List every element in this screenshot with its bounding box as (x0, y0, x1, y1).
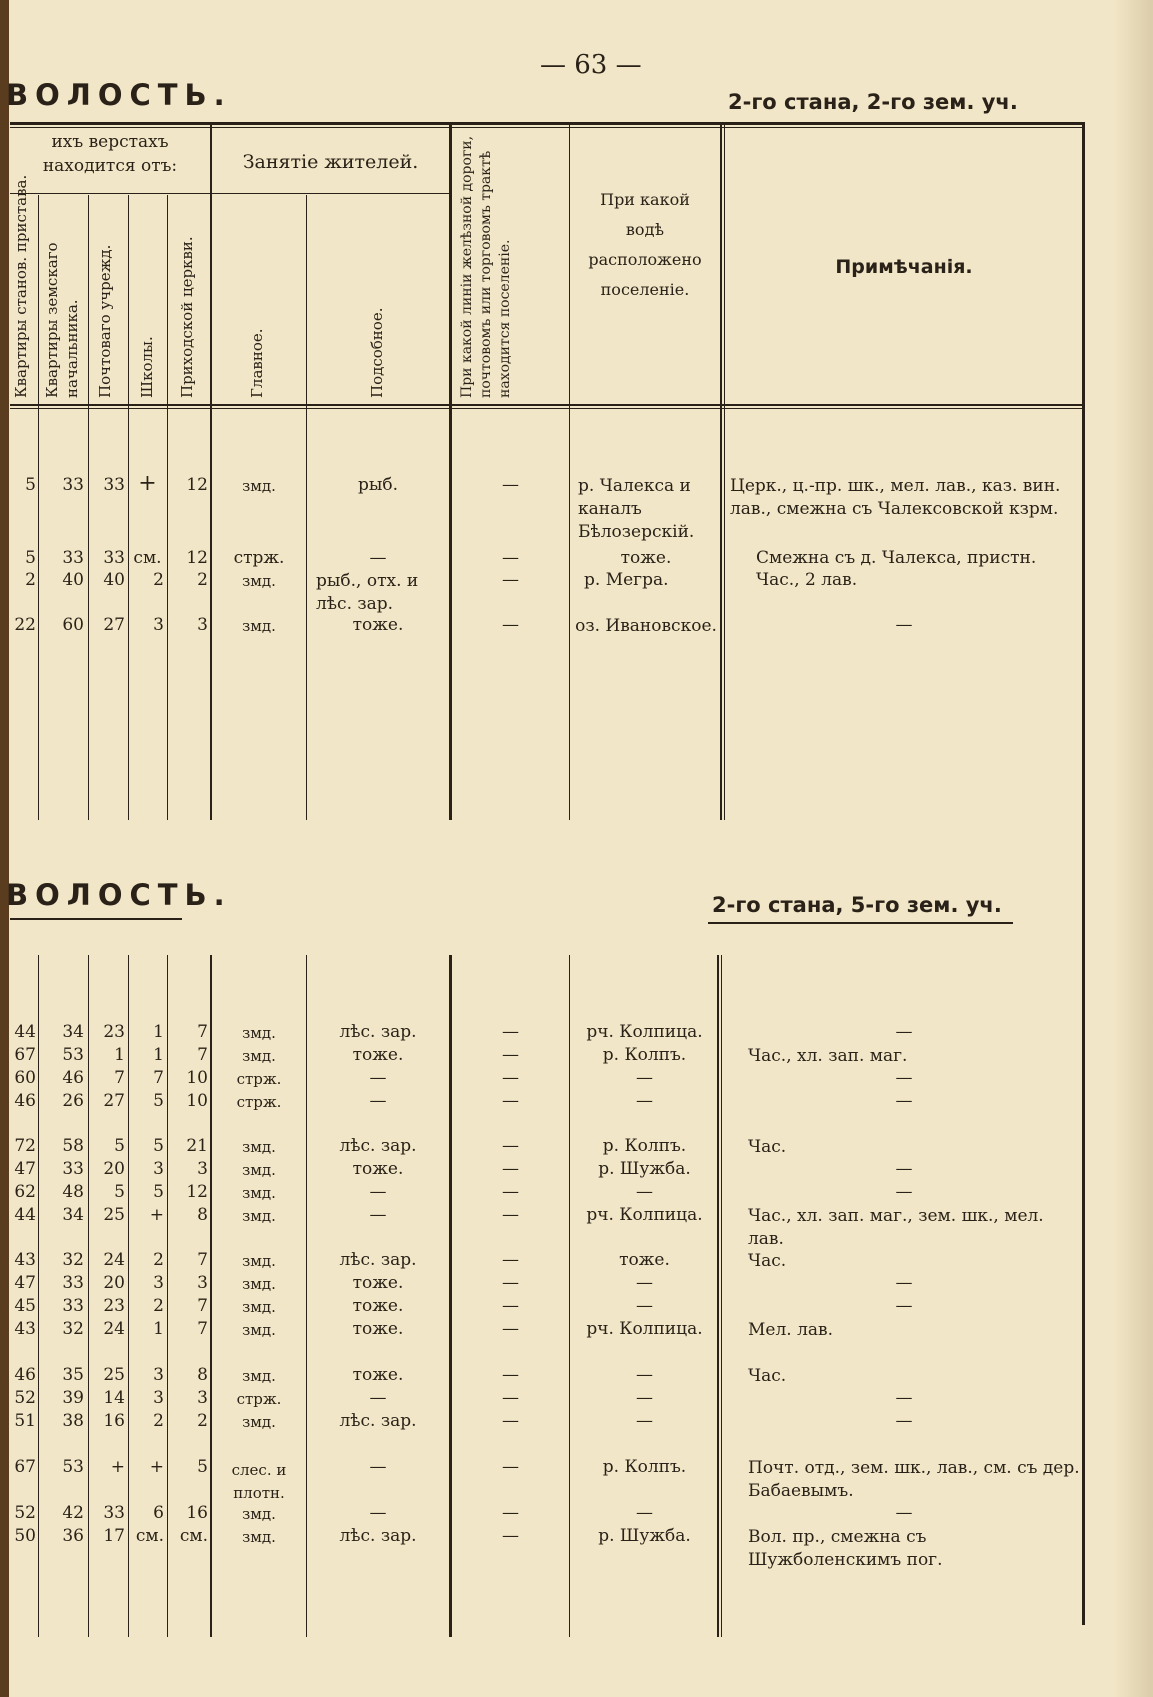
table-cell: р. Колпъ. (602, 1045, 687, 1065)
table-cell: р. Шужба. (598, 1526, 691, 1546)
table-cell: — (636, 1068, 653, 1088)
table-cell: 14 (103, 1388, 125, 1408)
table-cell: — (895, 1296, 913, 1316)
table-cell: рч. Колпица. (586, 1319, 703, 1339)
table-cell: лѣс. зар. (339, 1022, 417, 1042)
table-cell: 53 (62, 1045, 84, 1065)
table-cell: 32 (62, 1319, 84, 1339)
table-cell: — (895, 1022, 913, 1042)
table-cell: змд. (242, 1298, 276, 1316)
table-cell: 46 (14, 1091, 36, 1111)
table-cell: 26 (62, 1091, 84, 1111)
table-cell: 8 (197, 1365, 208, 1385)
table-cell: 7 (153, 1068, 164, 1088)
table-cell: лѣс. зар. (339, 1136, 417, 1156)
table-cell: — (895, 615, 913, 635)
table-cell: 52 (14, 1388, 36, 1408)
table-cell: стрж. (236, 1390, 282, 1408)
col-sep-8 (569, 125, 570, 820)
book-spine-edge (0, 0, 9, 1697)
col-sep-3 (128, 195, 129, 820)
table-cell: р. Шужба. (598, 1159, 691, 1179)
volost-underline (10, 918, 182, 920)
table-cell: — (895, 1068, 913, 1088)
table-cell: 5 (25, 475, 36, 495)
table-cell: змд. (242, 1161, 276, 1179)
table-cell: 43 (14, 1250, 36, 1270)
header-distance-group: ихъ верстахъ находится отъ: (42, 132, 178, 176)
table-cell: 1 (153, 1319, 164, 1339)
table-cell: Почт. отд., зем. шк., лав., см. съ дер. Бабаевымъ. (748, 1458, 1080, 1501)
table-cell: — (369, 1205, 387, 1225)
col2-sep-9 (717, 955, 719, 1637)
table-cell: Час., хл. зап. маг. (748, 1046, 908, 1066)
header-col-road: При какой линіи желѣзной дороги, почтовомъ или торговомъ трактѣ находится поселеніе. (459, 135, 513, 398)
table-cell: змд. (242, 1413, 276, 1431)
table-cell: змд. (242, 1252, 276, 1270)
table-cell: 33 (62, 1159, 84, 1179)
header-col-main: Главное. (248, 328, 266, 398)
table-cell: змд. (242, 1528, 276, 1546)
table-cell: 7 (197, 1319, 208, 1339)
header-bottom-rule (10, 404, 1085, 406)
table-cell: — (502, 1526, 519, 1546)
table-cell: 12 (186, 475, 208, 495)
table-cell: 33 (62, 1296, 84, 1316)
col2-sep-9b (721, 955, 722, 1637)
table-cell: 7 (197, 1296, 208, 1316)
table-cell: 7 (114, 1068, 125, 1088)
table-cell: — (502, 615, 519, 635)
table-cell: — (895, 1182, 913, 1202)
table-cell: 53 (62, 1457, 84, 1477)
table-cell: змд. (242, 572, 276, 590)
table-cell: 7 (197, 1250, 208, 1270)
col-sep-5 (210, 125, 212, 820)
table-cell: 40 (103, 570, 125, 590)
table-cell: — (502, 570, 519, 590)
table-cell: стрж. (236, 1070, 282, 1088)
table-cell: — (502, 1388, 519, 1408)
table-cell: 50 (14, 1526, 36, 1546)
table-cell: 3 (153, 1159, 164, 1179)
table-cell: 21 (186, 1136, 208, 1156)
col-sep-9b (724, 125, 725, 820)
page-number: — 63 — (540, 50, 642, 80)
table-cell: — (502, 1022, 519, 1042)
table-cell: змд. (242, 1321, 276, 1339)
table-cell: 24 (103, 1250, 125, 1270)
table-cell: 35 (62, 1365, 84, 1385)
table-cell: 16 (103, 1411, 125, 1431)
occupation-group-rule (212, 193, 449, 194)
table-cell: 34 (62, 1205, 84, 1225)
volost-title-bottom: ВОЛОСТЬ. (6, 878, 232, 912)
table-top-rule (10, 122, 1085, 125)
table-cell: 1 (153, 1022, 164, 1042)
table-cell: — (636, 1388, 653, 1408)
table-cell: тоже. (352, 1273, 404, 1293)
table-cell: Церк., ц.-пр. шк., мел. лав., каз. вин. лав., смежна съ Чалексовской кзрм. (730, 476, 1061, 519)
table-cell: — (895, 1388, 913, 1408)
header-occupation-group: Занятіе жителей. (242, 151, 419, 173)
table-cell: — (502, 1205, 519, 1225)
table-cell: — (502, 1319, 519, 1339)
table-cell: Час. (748, 1366, 787, 1386)
header-col-aux: Подсобное. (368, 307, 386, 398)
table-cell: р. Колпъ. (602, 1136, 687, 1156)
table-cell: Час., хл. зап. маг., зем. шк., мел. лав. (748, 1206, 1044, 1249)
table-cell: 5 (114, 1136, 125, 1156)
col-sep-9 (720, 125, 722, 820)
table-cell: 2 (153, 1250, 164, 1270)
table-cell: стрж. (236, 1093, 282, 1111)
table-cell: змд. (242, 1184, 276, 1202)
table-cell: 2 (25, 570, 36, 590)
table-cell: — (636, 1182, 653, 1202)
table-cell: 46 (14, 1365, 36, 1385)
col2-sep-1 (38, 955, 39, 1637)
table-cell: 40 (62, 570, 84, 590)
table-cell: 39 (62, 1388, 84, 1408)
table-cell: змд. (242, 1207, 276, 1225)
table-cell: — (502, 1159, 519, 1179)
table-cell: — (502, 1091, 519, 1111)
table-cell: р. Колпъ. (602, 1457, 687, 1477)
col2-sep-8 (569, 955, 570, 1637)
table-cell: 3 (197, 1159, 208, 1179)
table-cell: р. Чалекса и каналъ Бѣлозерскій. (578, 476, 695, 542)
table-cell: — (369, 1457, 387, 1477)
table-cell: 5 (114, 1182, 125, 1202)
table-cell: 12 (186, 548, 208, 568)
table-cell: — (502, 1136, 519, 1156)
table-cell: 33 (103, 1503, 125, 1523)
table-cell: рч. Колпица. (586, 1205, 703, 1225)
table-cell: — (502, 475, 519, 495)
table-cell: Час. (748, 1137, 787, 1157)
col-sep-1 (38, 195, 39, 820)
table-cell: 44 (14, 1022, 36, 1042)
table-cell: лѣс. зар. (339, 1250, 417, 1270)
table-cell: см. (179, 1526, 208, 1546)
table-cell: — (636, 1503, 653, 1523)
distance-group-rule (10, 193, 210, 194)
table-cell: 3 (197, 615, 208, 635)
table-cell: 25 (103, 1365, 125, 1385)
table-cell: — (369, 1503, 387, 1523)
table-cell: 3 (153, 615, 164, 635)
table-cell: Мел. лав. (748, 1320, 833, 1340)
table-cell: 36 (62, 1526, 84, 1546)
table-cell: Час. (748, 1251, 787, 1271)
table-cell: — (895, 1273, 913, 1293)
table-cell: змд. (242, 617, 276, 635)
table-cell: — (502, 1045, 519, 1065)
table-cell: Вол. пр., смежна съ Шужболенскимъ пог. (748, 1527, 943, 1570)
table-cell: оз. Ивановское. (575, 616, 717, 636)
table-right-border (1082, 125, 1085, 1625)
table-cell: 33 (62, 548, 84, 568)
header-col-notes: Примѣчанія. (835, 256, 973, 278)
table-cell: 17 (103, 1526, 125, 1546)
table-cell: стрж. (233, 548, 285, 568)
table-cell: 67 (14, 1045, 36, 1065)
table-cell: — (895, 1091, 913, 1111)
table-cell: 3 (153, 1388, 164, 1408)
table-cell: 23 (103, 1296, 125, 1316)
table-cell: 25 (103, 1205, 125, 1225)
table-cell: 32 (62, 1250, 84, 1270)
table-cell: 22 (14, 615, 36, 635)
table-cell: 20 (103, 1273, 125, 1293)
table-cell: — (502, 1273, 519, 1293)
table-cell: тоже. (352, 615, 404, 635)
table-cell: 58 (62, 1136, 84, 1156)
table-cell: 27 (103, 1091, 125, 1111)
col-sep-2 (88, 195, 89, 820)
table-cell: 5 (153, 1136, 164, 1156)
table-cell: 72 (14, 1136, 36, 1156)
header-col-school: Школы. (138, 336, 156, 398)
table-cell: + (110, 1457, 125, 1477)
table-cell: 7 (197, 1022, 208, 1042)
table-cell: тоже. (620, 548, 672, 568)
table-cell: 33 (103, 475, 125, 495)
table-cell: лѣс. зар. (339, 1526, 417, 1546)
table-cell: — (895, 1159, 913, 1179)
table-cell: 2 (197, 1411, 208, 1431)
table-cell: — (369, 1068, 387, 1088)
table-cell: 45 (14, 1296, 36, 1316)
table-cell: см. (135, 1526, 164, 1546)
table-cell: змд. (242, 477, 276, 495)
table-cell: 47 (14, 1159, 36, 1179)
table-cell: Смежна съ д. Чалекса, пристн. (756, 548, 1037, 568)
table-cell: + (138, 471, 157, 496)
table-cell: 1 (153, 1045, 164, 1065)
table-cell: 3 (153, 1365, 164, 1385)
table-cell: — (502, 1457, 519, 1477)
table-cell: 2 (153, 570, 164, 590)
table-cell: 3 (197, 1388, 208, 1408)
table-cell: 6 (153, 1503, 164, 1523)
table-cell: 67 (14, 1457, 36, 1477)
table-cell: тоже. (619, 1250, 670, 1270)
table-cell: 5 (153, 1091, 164, 1111)
table-cell: — (502, 1411, 519, 1431)
header-col-water: При какой водѣ расположено поселеніе. (588, 190, 702, 299)
table-cell: 44 (14, 1205, 36, 1225)
table-cell: лѣс. зар. (339, 1411, 417, 1431)
table-cell: змд. (242, 1505, 276, 1523)
table-cell: Час., 2 лав. (756, 570, 858, 590)
table-cell: 51 (14, 1411, 36, 1431)
table-cell: змд. (242, 1275, 276, 1293)
table-cell: 16 (186, 1503, 208, 1523)
table-cell: змд. (242, 1047, 276, 1065)
table-cell: 5 (153, 1182, 164, 1202)
table-cell: 2 (153, 1411, 164, 1431)
table-cell: 38 (62, 1411, 84, 1431)
table-cell: 46 (62, 1068, 84, 1088)
table-cell: тоже. (352, 1319, 404, 1339)
table-cell: — (502, 1503, 519, 1523)
table-cell: 5 (25, 548, 36, 568)
table-cell: 3 (153, 1273, 164, 1293)
table-cell: 47 (14, 1273, 36, 1293)
table-cell: — (369, 1182, 387, 1202)
table-cell: 8 (197, 1205, 208, 1225)
header-col-pristav: Квартиры станов. пристава. (12, 174, 30, 398)
table-cell: 1 (114, 1045, 125, 1065)
table-cell: 2 (197, 570, 208, 590)
table-cell: 20 (103, 1159, 125, 1179)
header-col-post: Почтоваго учрежд. (96, 244, 114, 398)
table-cell: — (502, 548, 519, 568)
header-col-church: Приходской церкви. (178, 236, 196, 398)
table-cell: + (149, 1205, 164, 1225)
col2-sep-2 (88, 955, 89, 1637)
table-cell: рч. Колпица. (586, 1022, 703, 1042)
table-cell: 33 (62, 475, 84, 495)
header-bottom-rule-thin (10, 408, 1085, 409)
table-top-rule-thin (10, 127, 1085, 128)
col-sep-7 (449, 125, 452, 820)
table-cell: змд. (242, 1024, 276, 1042)
table-cell: 52 (14, 1503, 36, 1523)
table-cell: см. (133, 548, 162, 568)
table-cell: + (149, 1457, 164, 1477)
table-cell: — (895, 1411, 913, 1431)
page-edge-shade (1113, 0, 1153, 1697)
table-cell: 10 (186, 1091, 208, 1111)
table-cell: слес. и плотн. (231, 1461, 287, 1502)
table-cell: — (636, 1273, 653, 1293)
table-cell: 33 (103, 548, 125, 568)
table-cell: 62 (14, 1182, 36, 1202)
volost-title-top: ВОЛОСТЬ. (6, 78, 232, 112)
table-cell: 24 (103, 1319, 125, 1339)
stan-underline (708, 922, 1013, 924)
table-cell: — (636, 1091, 653, 1111)
table-cell: — (369, 548, 387, 568)
stan-label-bottom: 2-го стана, 5-го зем. уч. (712, 893, 1002, 917)
table-cell: 60 (14, 1068, 36, 1088)
table-cell: 3 (197, 1273, 208, 1293)
table-cell: тоже. (352, 1159, 404, 1179)
table-cell: — (369, 1388, 387, 1408)
table-cell: 27 (103, 615, 125, 635)
table-cell: 23 (103, 1022, 125, 1042)
table-cell: 42 (62, 1503, 84, 1523)
table-cell: 33 (62, 1273, 84, 1293)
table-cell: — (502, 1250, 519, 1270)
table-cell: — (502, 1296, 519, 1316)
table-cell: 7 (197, 1045, 208, 1065)
table-cell: — (636, 1411, 653, 1431)
table-cell: рыб., отх. и лѣс. зар. (316, 571, 419, 614)
table-cell: 48 (62, 1182, 84, 1202)
table-cell: змд. (242, 1367, 276, 1385)
table-cell: змд. (242, 1138, 276, 1156)
table-cell: — (502, 1068, 519, 1088)
table-cell: рыб. (357, 475, 399, 495)
table-cell: 10 (186, 1068, 208, 1088)
table-cell: — (636, 1365, 653, 1385)
table-cell: р. Мегра. (584, 570, 669, 590)
stan-label-top: 2-го стана, 2-го зем. уч. (728, 90, 1018, 114)
table-cell: 43 (14, 1319, 36, 1339)
table-cell: — (502, 1182, 519, 1202)
table-cell: тоже. (352, 1296, 404, 1316)
table-cell: 12 (186, 1182, 208, 1202)
col-sep-4 (167, 195, 168, 820)
table-cell: — (895, 1503, 913, 1523)
table-cell: — (369, 1091, 387, 1111)
table-cell: 2 (153, 1296, 164, 1316)
header-col-zemsky: Квартиры земскаго начальника. (43, 242, 81, 398)
col-sep-6 (306, 195, 307, 820)
table-cell: 34 (62, 1022, 84, 1042)
table-cell: тоже. (352, 1045, 404, 1065)
table-cell: 5 (197, 1457, 208, 1477)
table-cell: тоже. (352, 1365, 404, 1385)
table-cell: — (502, 1365, 519, 1385)
table-cell: 60 (62, 615, 84, 635)
table-cell: — (636, 1296, 653, 1316)
